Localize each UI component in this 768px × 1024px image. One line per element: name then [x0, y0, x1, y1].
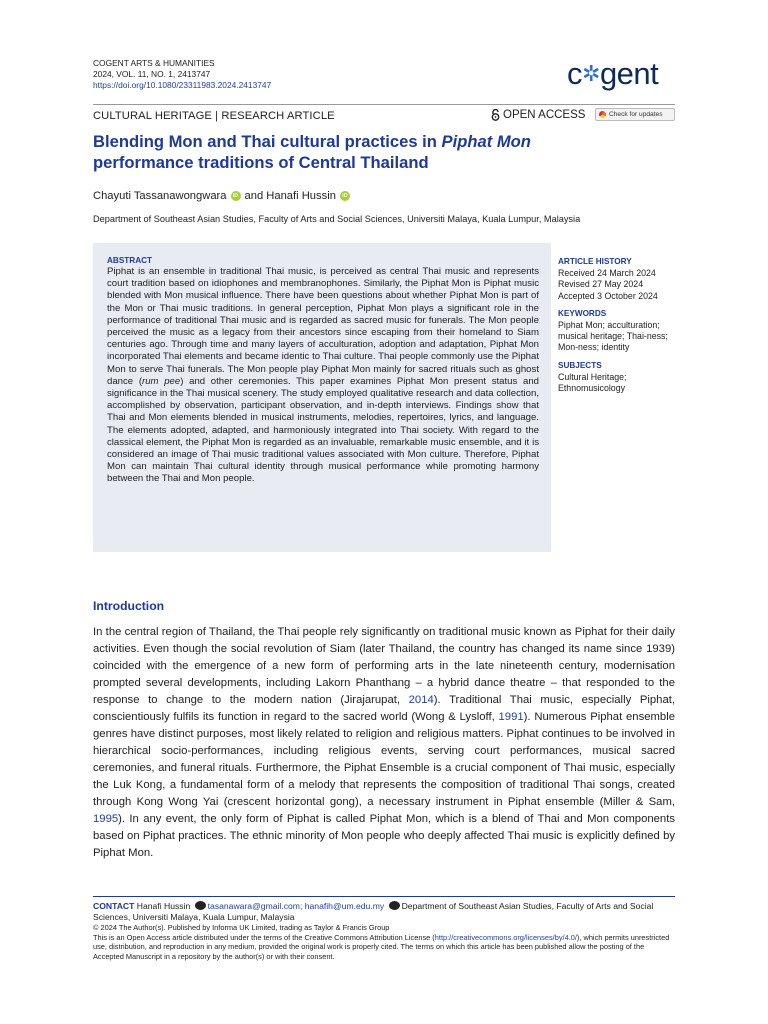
article-history: [558, 256, 678, 302]
subjects-heading: SUBJECTS: [558, 360, 602, 370]
citation-link[interactable]: 2014: [408, 694, 434, 706]
open-access-badge: [491, 109, 585, 121]
copyright: © 2024 The Author(s). Published by Informa UK Limited, trading as Taylor & Francis Group: [93, 923, 390, 932]
contact-name: Hanafi Hussin: [136, 901, 191, 911]
article-title: [93, 131, 613, 173]
contact-address: Department of Southeast Asian Studies, Faculty of Arts and Social Sciences, Universiti Malaya, Kuala Lumpur, Malaysia: [93, 901, 654, 922]
header-divider: [93, 104, 675, 105]
footer-divider: [93, 896, 675, 897]
author-list: [93, 190, 350, 202]
contact-label: CONTACT: [93, 901, 135, 911]
check-updates-label: Check for updates: [609, 111, 663, 118]
introduction-heading: Introduction: [93, 599, 165, 613]
subjects-text: Cultural Heritage; Ethnomusicology: [558, 371, 627, 394]
revised-date: Revised 27 May 2024: [558, 279, 644, 290]
address-icon: [389, 901, 400, 910]
article-section: CULTURAL HERITAGE | RESEARCH ARTICLE: [93, 110, 335, 122]
license-text: This is an Open Access article distributed under the terms of the Creative Commons Attribution License (http://creativecommons.org/licenses/by/4.0/), which permits unrestricted use, distribution, and reproduction in any medium, provided the original work is properly cited. The terms on which this article has been published allow the posting of the Accepted Manuscript in a repository by the author(s) or with their consent.: [93, 932, 670, 961]
email-icon: [195, 901, 206, 910]
logo-star-icon: ✲: [582, 61, 600, 86]
license-block: [93, 923, 675, 961]
email-link-1[interactable]: tasanawara@gmail.com;: [207, 901, 303, 911]
title-part1: Blending Mon and Thai cultural practices in: [93, 132, 442, 151]
cogent-logo: [567, 56, 677, 92]
article-sidebar: [558, 256, 678, 400]
author-2[interactable]: and Hanafi Hussin: [244, 190, 336, 202]
contact-block: [93, 901, 675, 923]
keywords-block: [558, 308, 678, 354]
license-link[interactable]: http://creativecommons.org/licenses/by/4.0/: [434, 932, 577, 942]
orcid-icon[interactable]: iD: [231, 191, 241, 201]
history-heading: ARTICLE HISTORY: [558, 257, 632, 266]
affiliation: Department of Southeast Asian Studies, Faculty of Arts and Social Sciences, Universiti Malaya, Kuala Lumpur, Malaysia: [93, 214, 581, 224]
journal-name: COGENT ARTS & HUMANITIES: [93, 58, 215, 68]
open-lock-icon: [491, 109, 500, 121]
abstract-heading: ABSTRACT: [107, 256, 153, 265]
doi-link[interactable]: https://doi.org/10.1080/23311983.2024.2413747: [93, 80, 272, 90]
logo-text-right: gent: [599, 56, 659, 91]
author-1[interactable]: Chayuti Tassanawongwara: [93, 190, 227, 202]
keywords-heading: KEYWORDS: [558, 308, 607, 318]
received-date: Received 24 March 2024: [558, 268, 656, 279]
email-link-2[interactable]: hanafih@um.edu.my: [304, 901, 385, 911]
open-access-label: OPEN ACCESS: [503, 109, 586, 121]
journal-meta: [93, 58, 271, 91]
title-italic: Piphat Mon: [441, 132, 531, 151]
introduction-paragraph: In the central region of Thailand, the Thai people rely significantly on traditional music known as Piphat for their daily activities. Even though the social revolution of Siam (later Thailand, the country has changed its name since 1939) coincided with the emergence of a new form of performing arts in the late nineteenth century, modernisation prompted several developments, including Lakorn Phanthang – a hybrid dance theatre – that responded to the response to change to the modern nation (Jirajarupat, 2014). Traditional Thai music, especially Piphat, conscientiously fulfils its function in regard to the sacred world (Wong & Lysloff, 1991). Numerous Piphat ensemble genres have distinct purposes, most likely related to religion and religious matters. Piphat continues to be involved in hierarchical socio-performances, including religious events, serving court performances, musical sacred ceremonies, and funeral rituals. Furthermore, the Piphat Ensemble is a crucial component of Thai music, especially the Luk Kong, a fundamental form of a melody that represents the composition of traditional Thai songs, created through Kong Wong Yai (crescent horizontal gong), a necessary instrument in Piphat ensemble (Miller & Sam, 1995). In any event, the only form of Piphat is called Piphat Mon, which is a blend of Thai and Mon components based on Piphat practices. The ethnic minority of Mon people who deeply affected Thai music is explicitly defined by Piphat Mon.: [93, 626, 676, 859]
logo-text-left: c: [567, 56, 582, 91]
accepted-date: Accepted 3 October 2024: [558, 290, 658, 301]
title-part2: performance traditions of Central Thailand: [93, 153, 429, 172]
subjects-block: [558, 360, 678, 395]
crossmark-icon: [599, 111, 606, 118]
abstract-text: Piphat is an ensemble in traditional Thai music, is perceived as central Thai music and represents court tradition based on idiophones and membranophones. Similarly, the Piphat Mon is Piphat music blended with Mon musical influence. There have been questions about whether Piphat Mon is part of the Mon or Thai music traditions. In general perception, Piphat Mon plays a significant role in the performance of traditional Thai music and is regarded as sacred music for funerals. The Mon people perceived the music as a legacy from their ancestors since escaping from their homeland to Siam centuries ago. Through time and many layers of acculturation, adoption and adaptation, Piphat Mon incorporated Thai elements and became identic to Thai culture. Thai people commonly use the Piphat Mon to serve Thai funerals. The Mon people play Piphat Mon mainly for sacred rituals such as ghost dance (rum pee) and other ceremonies. This paper examines Piphat Mon present status and significance in the Thai musical scenery. The study employed qualitative research and data collection, accomplished by observation, participant observation, and in-depth interviews. Findings show that Thai and Mon elements blended in musical instruments, melodies, repertoires, lyrics, and language. The elements adopted, adapted, and harmoniously integrated into Thai society. With regard to the classical element, the Piphat Mon is regarded as an invaluable, remarkable music ensemble, and it is considered an image of Thai music traditional values associated with Mon culture. Therefore, Piphat Mon can maintain Thai cultural identity through musical performance while promoting harmony between the Thai and Mon people.: [107, 266, 539, 485]
keywords-text: Piphat Mon; acculturation; musical heritage; Thai-ness; Mon-ness; identity: [558, 320, 668, 353]
orcid-icon[interactable]: iD: [340, 191, 350, 201]
check-for-updates-button[interactable]: [595, 108, 675, 121]
journal-volume: 2024, VOL. 11, NO. 1, 2413747: [93, 69, 211, 79]
citation-link[interactable]: 1991: [498, 711, 524, 723]
citation-link[interactable]: 1995: [93, 813, 119, 825]
